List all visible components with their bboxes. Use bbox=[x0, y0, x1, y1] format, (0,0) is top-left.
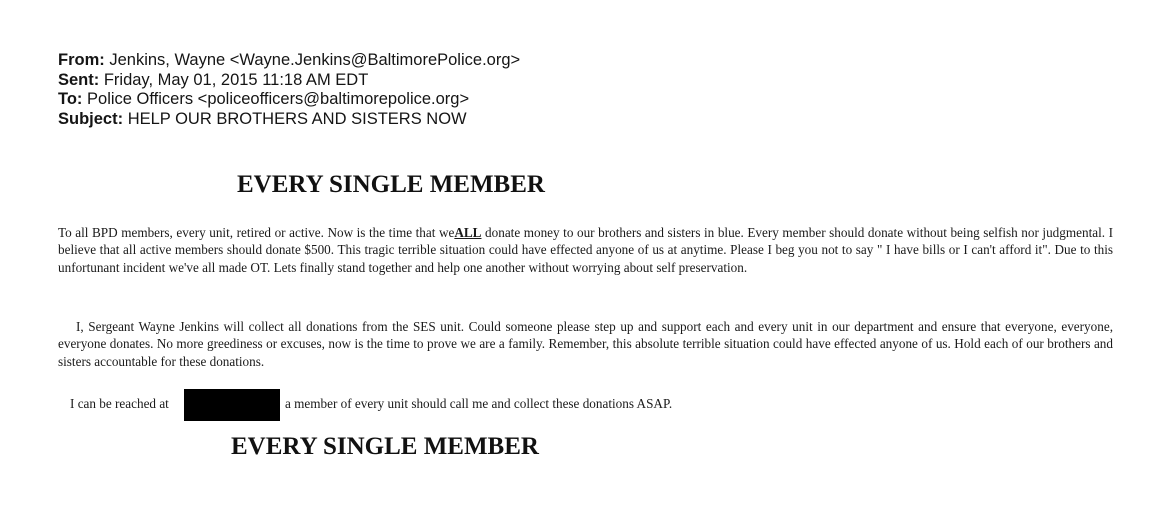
heading-bottom: EVERY SINGLE MEMBER bbox=[231, 433, 539, 460]
heading-top: EVERY SINGLE MEMBER bbox=[237, 171, 545, 198]
subject-label: Subject: bbox=[58, 109, 124, 128]
redaction-box bbox=[184, 389, 280, 421]
from-row bbox=[58, 51, 520, 71]
paragraph-appeal-start: To all BPD members, every unit, retired or active. Now is the time that we bbox=[58, 225, 455, 240]
subject-value: HELP OUR BROTHERS AND SISTERS NOW bbox=[127, 109, 467, 128]
paragraph-appeal-end: donate money to our brothers and sisters in blue. Every member should donate without being selfish nor judgmental. I believe that all active members should donate $500. This tragic terrible situation could have effected anyone of us at anytime. Please I beg you not to say " I have bills or I can't afford it". Due to this unfortunant incident we've all made OT. Lets finally stand together and help one another without worrying about self preservation. bbox=[58, 225, 1113, 275]
sent-value: Friday, May 01, 2015 11:18 AM EDT bbox=[103, 70, 369, 89]
to-row bbox=[58, 90, 520, 110]
sent-row bbox=[58, 71, 520, 91]
paragraph-appeal bbox=[58, 224, 1113, 276]
to-value: Police Officers <policeofficers@baltimorepolice.org> bbox=[87, 90, 470, 108]
from-label: From: bbox=[58, 51, 105, 69]
emphasis-all: ALL bbox=[454, 225, 482, 240]
email-header bbox=[58, 51, 520, 129]
from-value: Jenkins, Wayne <Wayne.Jenkins@BaltimorePolice.org> bbox=[109, 51, 521, 69]
contact-prefix: I can be reached at bbox=[70, 396, 169, 411]
sent-label: Sent: bbox=[58, 70, 100, 89]
contact-suffix: a member of every unit should call me and collect these donations ASAP. bbox=[285, 396, 673, 411]
paragraph-collection: I, Sergeant Wayne Jenkins will collect all donations from the SES unit. Could someone please step up and support each and every unit in our department and ensure that everyone, everyone, everyone donates. No more greediness or excuses, now is the time to prove we are a family. Remember, this absolute terrible situation could have effected anyone of us. Hold each of our brothers and sisters accountable for these donations. bbox=[58, 319, 1113, 369]
subject-row bbox=[58, 110, 520, 130]
to-label: To: bbox=[58, 90, 83, 108]
